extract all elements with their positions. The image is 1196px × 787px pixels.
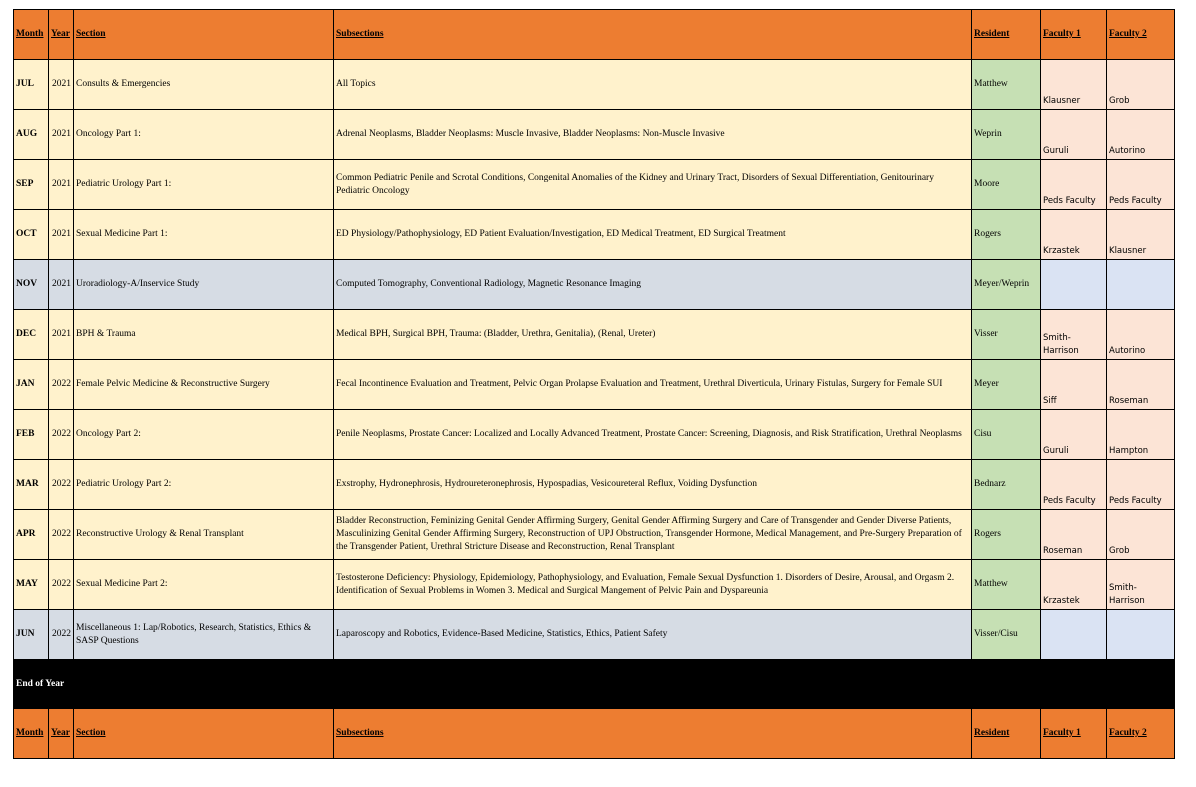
year-cell: 2022 <box>49 360 74 410</box>
resident-cell: Visser/Cisu <box>972 610 1041 660</box>
table-row <box>14 510 1175 560</box>
year-cell: 2021 <box>49 110 74 160</box>
section-cell: Oncology Part 1: <box>74 110 334 160</box>
faculty-1-cell: Peds Faculty <box>1041 160 1107 210</box>
faculty-2-cell: Hampton <box>1107 410 1175 460</box>
section-cell: Uroradiology-A/Inservice Study <box>74 260 334 310</box>
header-resident: Resident <box>972 10 1041 60</box>
subsections-cell: Computed Tomography, Conventional Radiology, Magnetic Resonance Imaging <box>334 260 972 310</box>
section-cell: BPH & Trauma <box>74 310 334 360</box>
faculty-2-cell: Autorino <box>1107 110 1175 160</box>
table-row <box>14 310 1175 360</box>
faculty-1-cell: Krzastek <box>1041 560 1107 610</box>
faculty-2-cell: Roseman <box>1107 360 1175 410</box>
subsections-cell: Common Pediatric Penile and Scrotal Conditions, Congenital Anomalies of the Kidney and Urinary Tract, Disorders of Sexual Differentiation, Genitourinary Pediatric Oncology <box>334 160 972 210</box>
year-cell: 2021 <box>49 260 74 310</box>
subsections-cell: Fecal Incontinence Evaluation and Treatment, Pelvic Organ Prolapse Evaluation and Treatment, Urethral Diverticula, Urinary Fistulas, Surgery for Female SUI <box>334 360 972 410</box>
section-cell: Oncology Part 2: <box>74 410 334 460</box>
header-row-bottom <box>14 709 1175 759</box>
table-row <box>14 260 1175 310</box>
section-cell: Sexual Medicine Part 2: <box>74 560 334 610</box>
section-cell: Pediatric Urology Part 2: <box>74 460 334 510</box>
table-row <box>14 210 1175 260</box>
section-cell: Pediatric Urology Part 1: <box>74 160 334 210</box>
end-of-year-label: End of Year <box>14 660 1175 709</box>
faculty-2-cell: Klausner <box>1107 210 1175 260</box>
resident-cell: Weprin <box>972 110 1041 160</box>
table-row <box>14 360 1175 410</box>
header-section: Section <box>74 709 334 759</box>
year-cell: 2022 <box>49 460 74 510</box>
header-subsections: Subsections <box>334 10 972 60</box>
resident-cell: Rogers <box>972 210 1041 260</box>
resident-cell: Meyer <box>972 360 1041 410</box>
year-cell: 2021 <box>49 160 74 210</box>
year-cell: 2022 <box>49 510 74 560</box>
year-cell: 2021 <box>49 310 74 360</box>
table-row <box>14 110 1175 160</box>
section-cell: Miscellaneous 1: Lap/Robotics, Research, Statistics, Ethics & SASP Questions <box>74 610 334 660</box>
faculty-2-cell: Peds Faculty <box>1107 460 1175 510</box>
subsections-cell: All Topics <box>334 60 972 110</box>
faculty-1-cell: Smith-Harrison <box>1041 310 1107 360</box>
table-row <box>14 60 1175 110</box>
section-cell: Female Pelvic Medicine & Reconstructive Surgery <box>74 360 334 410</box>
header-month: Month <box>14 709 49 759</box>
header-faculty-2: Faculty 2 <box>1107 709 1175 759</box>
header-faculty-2: Faculty 2 <box>1107 10 1175 60</box>
table-row <box>14 460 1175 510</box>
subsections-cell: Laparoscopy and Robotics, Evidence-Based Medicine, Statistics, Ethics, Patient Safety <box>334 610 972 660</box>
table-row <box>14 410 1175 460</box>
header-faculty-1: Faculty 1 <box>1041 709 1107 759</box>
table-row <box>14 610 1175 660</box>
faculty-1-cell: Guruli <box>1041 410 1107 460</box>
faculty-1-cell <box>1041 260 1107 310</box>
year-cell: 2022 <box>49 610 74 660</box>
month-cell: MAY <box>14 560 49 610</box>
month-cell: DEC <box>14 310 49 360</box>
month-cell: APR <box>14 510 49 560</box>
header-resident: Resident <box>972 709 1041 759</box>
header-section: Section <box>74 10 334 60</box>
end-of-year-row <box>14 660 1175 709</box>
year-cell: 2021 <box>49 210 74 260</box>
month-cell: JUL <box>14 60 49 110</box>
header-year: Year <box>49 709 74 759</box>
faculty-2-cell: Autorino <box>1107 310 1175 360</box>
faculty-2-cell <box>1107 610 1175 660</box>
header-month: Month <box>14 10 49 60</box>
month-cell: OCT <box>14 210 49 260</box>
month-cell: AUG <box>14 110 49 160</box>
resident-cell: Matthew <box>972 60 1041 110</box>
header-subsections: Subsections <box>334 709 972 759</box>
month-cell: NOV <box>14 260 49 310</box>
resident-cell: Matthew <box>972 560 1041 610</box>
faculty-1-cell: Roseman <box>1041 510 1107 560</box>
faculty-2-cell: Peds Faculty <box>1107 160 1175 210</box>
month-cell: JUN <box>14 610 49 660</box>
faculty-2-cell: Grob <box>1107 60 1175 110</box>
subsections-cell: Exstrophy, Hydronephrosis, Hydroureteronephrosis, Hypospadias, Vesicoureteral Reflux, Voiding Dysfunction <box>334 460 972 510</box>
resident-cell: Meyer/Weprin <box>972 260 1041 310</box>
year-cell: 2021 <box>49 60 74 110</box>
section-cell: Sexual Medicine Part 1: <box>74 210 334 260</box>
subsections-cell: Medical BPH, Surgical BPH, Trauma: (Bladder, Urethra, Genitalia), (Renal, Ureter) <box>334 310 972 360</box>
section-cell: Reconstructive Urology & Renal Transplant <box>74 510 334 560</box>
month-cell: FEB <box>14 410 49 460</box>
month-cell: SEP <box>14 160 49 210</box>
resident-cell: Moore <box>972 160 1041 210</box>
month-cell: MAR <box>14 460 49 510</box>
resident-cell: Rogers <box>972 510 1041 560</box>
faculty-1-cell: Peds Faculty <box>1041 460 1107 510</box>
subsections-cell: Adrenal Neoplasms, Bladder Neoplasms: Muscle Invasive, Bladder Neoplasms: Non-Muscle Invasive <box>334 110 972 160</box>
table-row <box>14 560 1175 610</box>
subsections-cell: Testosterone Deficiency: Physiology, Epidemiology, Pathophysiology, and Evaluation, Female Sexual Dysfunction 1. Disorders of Desire, Arousal, and Orgasm 2. Identification of Sexual Problems in Women 3. Medical and Surgical Mangement of Pelvic Pain and Dyspareunia <box>334 560 972 610</box>
table-row <box>14 160 1175 210</box>
subsections-cell: Penile Neoplasms, Prostate Cancer: Localized and Locally Advanced Treatment, Prostate Cancer: Screening, Diagnosis, and Risk Stratification, Urethral Neoplasms <box>334 410 972 460</box>
year-cell: 2022 <box>49 560 74 610</box>
header-faculty-1: Faculty 1 <box>1041 10 1107 60</box>
header-year: Year <box>49 10 74 60</box>
section-cell: Consults & Emergencies <box>74 60 334 110</box>
resident-cell: Cisu <box>972 410 1041 460</box>
faculty-2-cell: Smith-Harrison <box>1107 560 1175 610</box>
month-cell: JAN <box>14 360 49 410</box>
faculty-2-cell <box>1107 260 1175 310</box>
header-row-top <box>14 10 1175 60</box>
resident-cell: Bednarz <box>972 460 1041 510</box>
faculty-1-cell <box>1041 610 1107 660</box>
year-cell: 2022 <box>49 410 74 460</box>
faculty-1-cell: Guruli <box>1041 110 1107 160</box>
subsections-cell: Bladder Reconstruction, Feminizing Genital Gender Affirming Surgery, Genital Gender Affirming Surgery and Care of Transgender and Gender Diverse Patients, Masculinizing Genital Gender Affirming Surgery, Reconstruction of UPJ Obstruction, Transgender Hormone, Medical Management, and Pre-Surgery Preparation of the Transgender Patient, Urethral Stricture Disease and Reconstruction, Renal Transplant <box>334 510 972 560</box>
schedule-table <box>13 9 1175 759</box>
subsections-cell: ED Physiology/Pathophysiology, ED Patient Evaluation/Investigation, ED Medical Treatment, ED Surgical Treatment <box>334 210 972 260</box>
faculty-1-cell: Krzastek <box>1041 210 1107 260</box>
faculty-2-cell: Grob <box>1107 510 1175 560</box>
resident-cell: Visser <box>972 310 1041 360</box>
faculty-1-cell: Siff <box>1041 360 1107 410</box>
faculty-1-cell: Klausner <box>1041 60 1107 110</box>
